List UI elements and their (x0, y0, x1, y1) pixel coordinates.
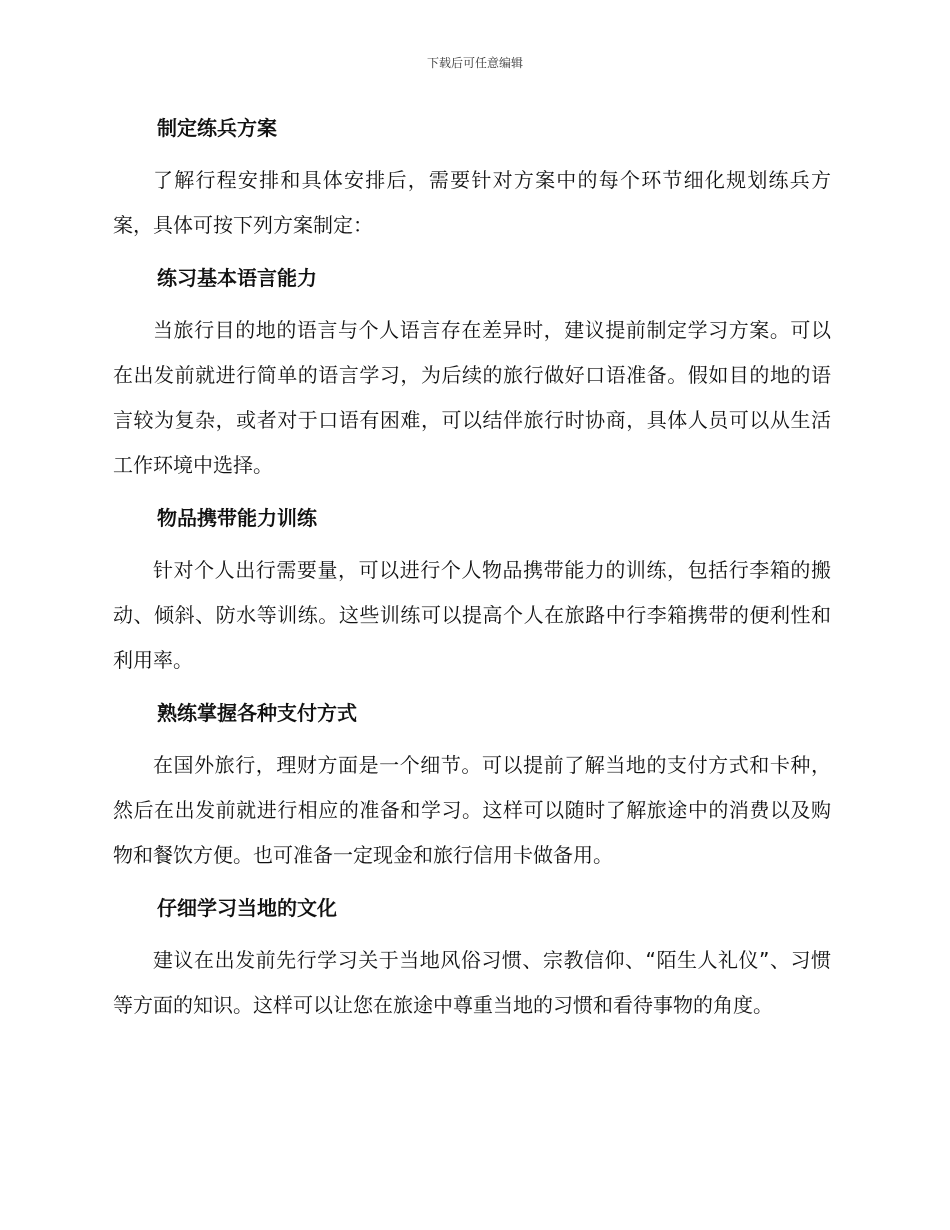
section-heading-luggage: 物品携带能力训练 (157, 506, 317, 530)
section-body-payment: 在国外旅行，理财方面是一个细节。可以提前了解当地的支付方式和卡种，然后在出发前就进行相应的准备和学习。这样可以随时了解旅途中的消费以及购物和餐饮方便。也可准备一定现金和旅行信用卡做备用。 (113, 753, 831, 867)
section-body-luggage: 针对个人出行需要量，可以进行个人物品携带能力的训练，包括行李箱的搬动、倾斜、防水等训练。这些训练可以提高个人在旅路中行李箱携带的便利性和利用率。 (113, 558, 831, 672)
section-heading-payment: 熟练掌握各种支付方式 (157, 701, 357, 725)
section-heading-drill-plan: 制定练兵方案 (157, 116, 277, 140)
document-content (113, 112, 831, 1042)
section-body-culture: 建议在出发前先行学习关于当地风俗习惯、宗教信仰、“陌生人礼仪”、习惯等方面的知识。这样可以让您在旅途中尊重当地的习惯和看待事物的角度。 (113, 948, 831, 1017)
section-heading-culture: 仔细学习当地的文化 (157, 896, 337, 920)
page-header: 下载后可任意编辑 (426, 56, 523, 70)
section-heading-language: 练习基本语言能力 (157, 266, 317, 290)
section-body-language: 当旅行目的地的语言与个人语言存在差异时，建议提前制定学习方案。可以在出发前就进行简单的语言学习，为后续的旅行做好口语准备。假如目的地的语言较为复杂，或者对于口语有困难，可以结伴旅行时协商，具体人员可以从生活工作环境中选择。 (113, 318, 831, 477)
section-body-drill-plan: 了解行程安排和具体安排后，需要针对方案中的每个环节细化规划练兵方案，具体可按下列方案制定： (113, 168, 831, 237)
